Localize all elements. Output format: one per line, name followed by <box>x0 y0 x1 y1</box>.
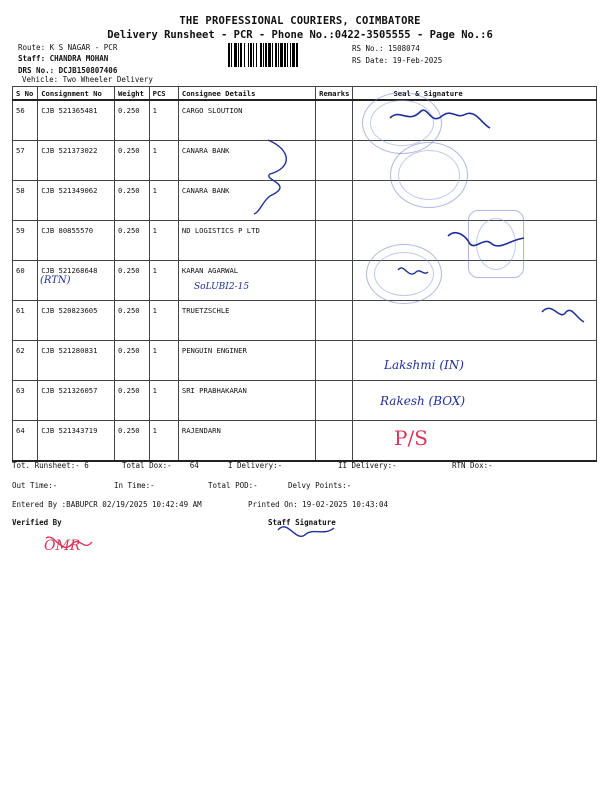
cell-pcs: 1 <box>149 100 178 141</box>
cell-consignee: CARGO SLOUTION <box>178 100 315 141</box>
cell-signature <box>353 301 597 341</box>
rs-number: RS No.: 1508074 <box>352 44 420 53</box>
rakesh-signature: Rakesh (BOX) <box>380 394 466 408</box>
total-pod: Total POD:- <box>208 481 258 490</box>
cell-sno: 64 <box>13 421 38 462</box>
header-weight: Weight <box>114 87 149 101</box>
header-consignee: Consignee Details <box>178 87 315 101</box>
vehicle-label: Vehicle: Two Wheeler Delivery <box>22 75 153 84</box>
cell-remarks <box>316 141 353 181</box>
table-row <box>13 381 597 421</box>
table-header-row <box>13 87 597 101</box>
cell-remarks <box>316 421 353 462</box>
ii-delivery: II Delivery:- <box>338 461 397 470</box>
entered-by: Entered By :BABUPCR 02/19/2025 10:42:49 AM <box>12 500 202 509</box>
solubles-note: SoLUBI2-15 <box>194 282 250 292</box>
delvy-points: Delvy Points:- <box>288 481 352 490</box>
cell-sno: 63 <box>13 381 38 421</box>
runsheet-subtitle: Delivery Runsheet - PCR - Phone No.:0422-3505555 - Page No.:6 <box>107 29 493 41</box>
cell-weight: 0.250 <box>114 421 149 462</box>
verified-by-label: Verified By <box>12 518 62 527</box>
cell-sno: 57 <box>13 141 38 181</box>
lakshmi-signature: Lakshmi (IN) <box>384 358 464 372</box>
cell-remarks <box>316 381 353 421</box>
barcode <box>228 43 340 67</box>
cell-remarks <box>316 100 353 141</box>
cell-weight: 0.250 <box>114 221 149 261</box>
staff-signature-label: Staff Signature <box>268 518 336 527</box>
rtn-dox: RTN Dox:- <box>452 461 493 470</box>
total-dox: Total Dox:- 64 <box>122 461 199 470</box>
cell-consignment: CJB 521365481 <box>38 100 115 141</box>
cell-consignee: TRUETZSCHLE <box>178 301 315 341</box>
cell-consignee: CANARA BANK <box>178 141 315 181</box>
cell-consignee: ND LOGISTICS P LTD <box>178 221 315 261</box>
header-sno: S No <box>13 87 38 101</box>
table-row <box>13 301 597 341</box>
cell-weight: 0.250 <box>114 261 149 301</box>
total-runsheet: Tot. Runsheet:- 6 <box>12 461 89 470</box>
header-signature: Seal & Signature <box>353 87 597 101</box>
header-consignment: Consignment No <box>38 87 115 101</box>
cell-pcs: 1 <box>149 341 178 381</box>
cell-consignment: CJB 521268648 <box>38 261 115 301</box>
out-time: Out Time:- <box>12 481 58 490</box>
cell-consignee: KARAN AGARWAL <box>178 261 315 301</box>
company-title: THE PROFESSIONAL COURIERS, COIMBATORE <box>179 15 421 27</box>
cell-remarks <box>316 341 353 381</box>
cell-sno: 58 <box>13 181 38 221</box>
cell-weight: 0.250 <box>114 341 149 381</box>
cell-consignee: PENGUIN ENGINER <box>178 341 315 381</box>
table-row <box>13 100 597 141</box>
rs-date: RS Date: 19-Feb-2025 <box>352 56 443 65</box>
cell-consignment: CJB 521373022 <box>38 141 115 181</box>
cell-consignment: CJB 521280831 <box>38 341 115 381</box>
cell-pcs: 1 <box>149 421 178 462</box>
cell-consignment: CJB 521349062 <box>38 181 115 221</box>
cell-weight: 0.250 <box>114 381 149 421</box>
cell-consignee: RAJENDARN <box>178 421 315 462</box>
cell-remarks <box>316 301 353 341</box>
in-time: In Time:- <box>114 481 155 490</box>
cell-remarks <box>316 181 353 221</box>
cell-pcs: 1 <box>149 221 178 261</box>
cell-remarks <box>316 221 353 261</box>
cell-pcs: 1 <box>149 301 178 341</box>
table-row <box>13 141 597 181</box>
cell-weight: 0.250 <box>114 100 149 141</box>
cell-weight: 0.250 <box>114 141 149 181</box>
cell-weight: 0.250 <box>114 301 149 341</box>
cell-pcs: 1 <box>149 181 178 221</box>
drs-number: DRS No.: DCJB150807406 <box>18 66 118 75</box>
cell-pcs: 1 <box>149 141 178 181</box>
route-label: Route: K S NAGAR - PCR <box>18 43 118 52</box>
cell-pcs: 1 <box>149 381 178 421</box>
cell-consignment: CJB 520823605 <box>38 301 115 341</box>
verified-initials: OMR <box>44 538 81 554</box>
ps-mark: P/S <box>394 426 428 450</box>
rtn-note: (RTN) <box>40 275 71 286</box>
table-row <box>13 341 597 381</box>
printed-on: Printed On: 19-02-2025 10:43:04 <box>248 500 388 509</box>
cell-consignment: CJB 521326057 <box>38 381 115 421</box>
cell-weight: 0.250 <box>114 181 149 221</box>
cell-sno: 56 <box>13 100 38 141</box>
staff-label: Staff: CHANDRA MOHAN <box>18 54 109 63</box>
bank-seal-stamp <box>390 142 468 208</box>
cell-sno: 62 <box>13 341 38 381</box>
cell-sno: 59 <box>13 221 38 261</box>
logistics-seal-stamp <box>468 210 524 278</box>
header-remarks: Remarks <box>316 87 353 101</box>
cell-consignment: CJB 80855570 <box>38 221 115 261</box>
cell-consignment: CJB 521343719 <box>38 421 115 462</box>
cell-consignee: SRI PRABHAKARAN <box>178 381 315 421</box>
table-row <box>13 421 597 462</box>
cell-consignee: CANARA BANK <box>178 181 315 221</box>
cell-signature <box>353 421 597 462</box>
header-pcs: PCS <box>149 87 178 101</box>
cell-sno: 60 <box>13 261 38 301</box>
cell-remarks <box>316 261 353 301</box>
cell-pcs: 1 <box>149 261 178 301</box>
cell-sno: 61 <box>13 301 38 341</box>
company-seal-stamp-2 <box>366 244 442 304</box>
i-delivery: I Delivery:- <box>228 461 283 470</box>
